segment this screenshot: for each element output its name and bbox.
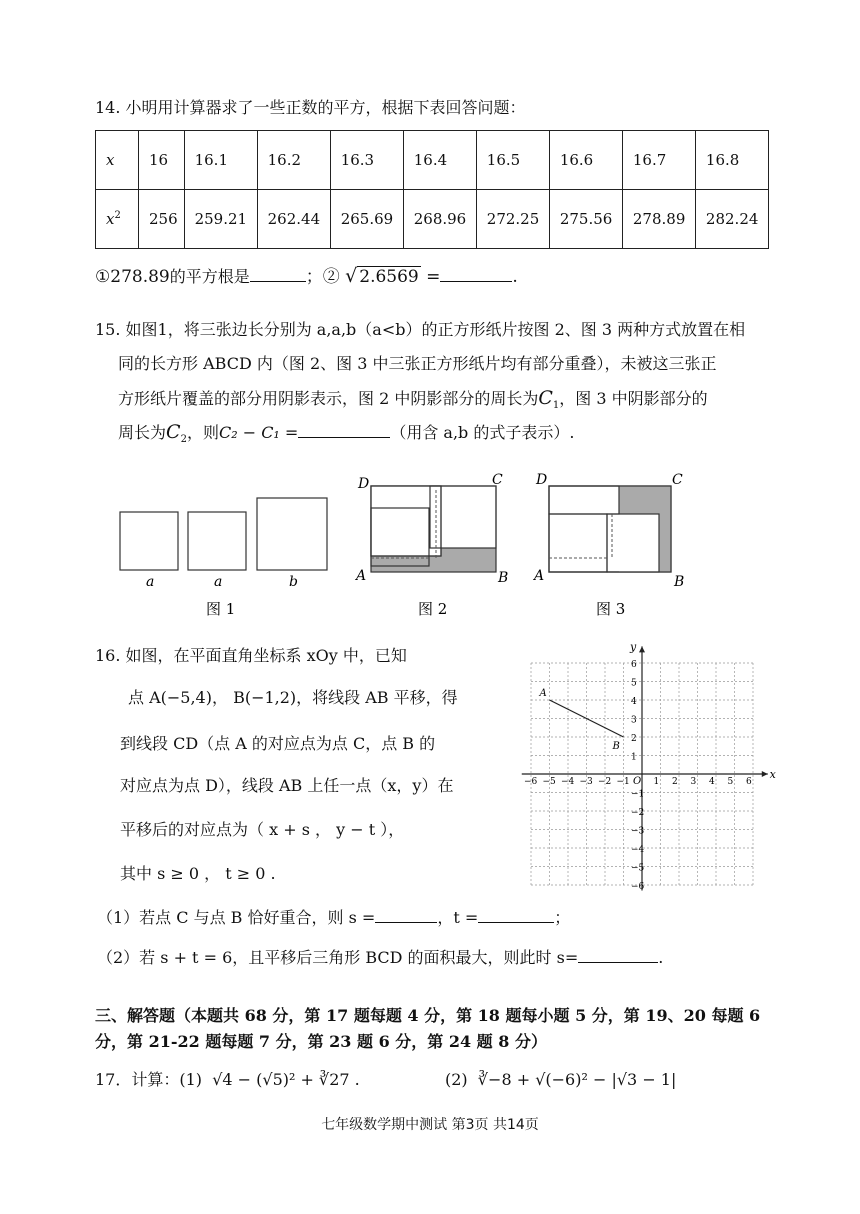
q15-line4: 周长为$C_2$，则C₂ − C₁ = （用含 a,b 的式子表示）. [118,421,575,446]
table-header-x: x [96,131,139,190]
table-cell: 282.24 [695,190,768,249]
table-cell: 16.6 [549,131,622,190]
y-tick-label: −1 [631,789,645,800]
label-b: b [289,574,298,590]
fig2-label-d: D [358,476,370,492]
table-cell: 16 [139,131,185,190]
q16-part1: （1）若点 C 与点 B 恰好重合，则 s = ，t = ； [97,908,571,927]
x-tick-label: 3 [690,777,697,787]
q16-part2: （2）若 s + t = 6，且平移后三角形 BCD 的面积最大，则此时 s= . [97,948,664,967]
x-tick-label: −2 [598,777,612,787]
x-axis-arrow [762,771,768,777]
square-a1 [120,512,178,570]
q17-part2: (2) ∛−8 + √(−6)² − |√3 − 1| [445,1070,677,1089]
q14-stem: 14. 小明用计算器求了一些正数的平方，根据下表回答问题： [95,98,526,117]
q16-line2: 点 A(−5,4)， B(−1,2)，将线段 AB 平移，得 [128,688,458,707]
point-b-label: B [612,741,620,752]
label-a2: a [214,574,223,590]
table-cell: 256 [139,190,185,249]
fig3-label-b: B [674,574,685,590]
x-tick-label: −4 [561,777,575,787]
y-tick-label: 4 [631,697,637,707]
q15-line1: 15. 如图1，将三张边长分别为 a,a,b（a<b）的正方形纸片按图 2、图 3 两种方式放置在相 [95,320,746,339]
q15-line2: 同的长方形 ABCD 内（图 2、图 3 中三张正方形纸片均有部分重叠），未被这三张正 [118,354,717,373]
fig2-label-a: A [356,568,367,584]
q17-part1: 17．计算：(1) √4 − (√5)² + ∛27 . [95,1070,360,1089]
x-tick-label: −3 [579,777,593,787]
table-cell: 272.25 [476,190,549,249]
table-cell: 275.56 [549,190,622,249]
y-tick-label: −5 [631,863,645,874]
table-cell: 265.69 [330,190,403,249]
x-tick-label: −1 [616,777,630,787]
fig3-caption: 图 3 [596,600,626,618]
y-tick-label: 1 [631,752,637,763]
square-a2 [188,512,246,570]
q16-line4: 对应点为点 D），线段 AB 上任一点（x，y）在 [120,776,454,795]
q17-expr2: ∛−8 + √(−6)² − |√3 − 1| [477,1070,677,1089]
y-tick-label: −2 [631,808,645,818]
y-tick-label: 2 [631,734,637,744]
point-a-label: A [539,688,547,699]
coordinate-grid [518,640,778,900]
q17-expr1: √4 − (√5)² + ∛27 . [212,1070,360,1089]
table-header-x2: $x^2$ [96,190,139,249]
y-axis-arrow [639,646,645,652]
x-tick-label: 5 [727,777,734,787]
fig2-label-b: B [498,570,509,586]
table-cell: 278.89 [622,190,695,249]
fig3-label-d: D [536,472,548,488]
x-tick-label: 1 [653,777,660,787]
table-cell: 16.5 [476,131,549,190]
table-cell: 16.1 [184,131,257,190]
table-cell: 16.4 [403,131,476,190]
y-tick-label: 6 [631,660,637,670]
fig3-label-c: C [672,472,683,488]
y-tick-label: 3 [631,715,637,726]
table-cell: 16.8 [695,131,768,190]
q16-line6: 其中 s ≥ 0 ， t ≥ 0 . [120,864,276,883]
x-axis-label: x [769,768,776,781]
y-tick-label: 5 [631,678,637,689]
table-row [96,190,769,249]
table-row [96,131,769,190]
q16-line1: 16. 如图，在平面直角坐标系 xOy 中，已知 [95,646,407,665]
x-tick-label: 2 [672,777,678,787]
q14-subquestions: ①278.89的平方根是 ；② √ 2.6569 = . [95,265,518,287]
table-cell: 259.21 [184,190,257,249]
fig2-label-c: C [492,472,503,488]
fig2-caption: 图 2 [418,600,448,618]
y-tick-label: −3 [631,826,645,837]
label-a1: a [146,574,155,590]
fig3-label-a: A [534,568,545,584]
table-cell: 16.3 [330,131,403,190]
y-axis-label: y [630,640,637,654]
page-footer: 七年级数学期中测试 第3页 共14页 [321,1117,539,1133]
square-b [257,498,327,570]
section3-header-line2: 分，第 21-22 题每题 7 分，第 23 题 6 分，第 24 题 8 分） [95,1032,547,1051]
y-tick-label: −6 [631,882,645,892]
origin-label: O [633,776,642,787]
q16-line3: 到线段 CD（点 A 的对应点为点 C，点 B 的 [120,734,436,753]
x-tick-label: 6 [746,777,752,787]
squares-table [95,130,769,249]
fig1-caption: 图 1 [206,600,236,618]
y-tick-label: −4 [631,845,645,855]
table-cell: 16.7 [622,131,695,190]
q15-figures [100,462,720,622]
table-cell: 268.96 [403,190,476,249]
x-tick-label: −6 [524,777,538,787]
x-tick-label: −5 [542,777,556,787]
table-cell: 262.44 [257,190,330,249]
table-cell: 16.2 [257,131,330,190]
x-tick-label: 4 [709,777,715,787]
q16-line5: 平移后的对应点为（ x + s ， y − t ）， [120,820,405,839]
section3-header-line1: 三、解答题（本题共 68 分，第 17 题每题 4 分，第 18 题每小题 5 分，第 19、20 每题 6 [95,1006,761,1025]
q15-line3: 方形纸片覆盖的部分用阴影表示，图 2 中阴影部分的周长为$C_1$，图 3 中阴影部分的 [118,387,708,412]
